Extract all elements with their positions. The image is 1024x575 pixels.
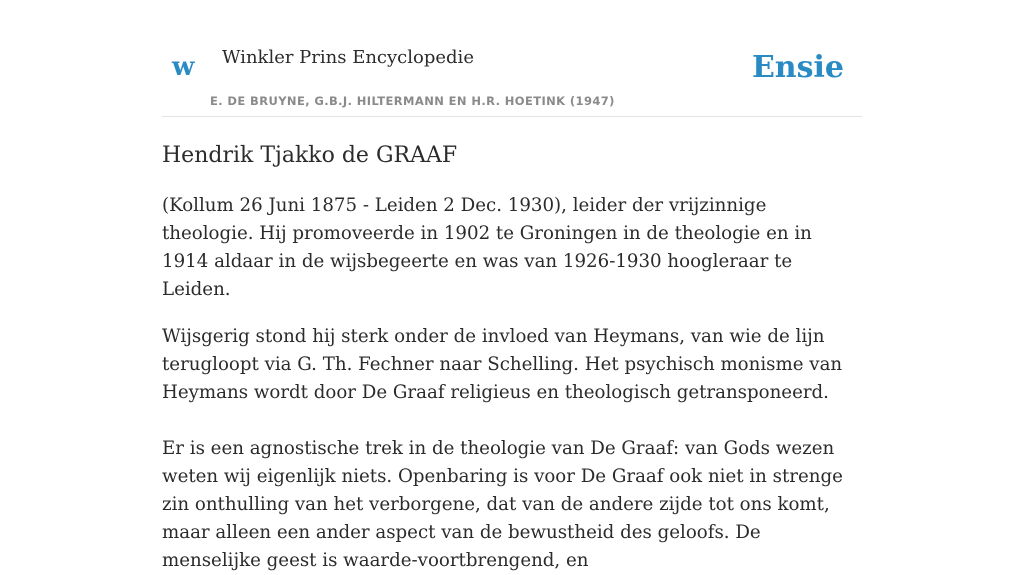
article-title: Hendrik Tjakko de GRAAF: [162, 143, 458, 168]
article-paragraph: Wijsgerig stond hij sterk onder de invloed van Heymans, van wie de lijn terugloopt via G. Th. Fechner naar Schelling. Het psychisch monisme van Heymans wordt door De Graaf religieus en theologisch getransponeerd.: [162, 326, 843, 404]
article-paragraph: (Kollum 26 Juni 1875 - Leiden 2 Dec. 1930), leider der vrijzinnige theologie. Hij promoveerde in 1902 te Groningen in de theologie en in 1914 aldaar in de wijsbegeerte en was van 1926-1930 hoogleraar te Leiden.: [162, 195, 812, 301]
winkler-prins-logo[interactable]: w: [172, 52, 195, 82]
source-title[interactable]: Winkler Prins Encyclopedie: [222, 47, 474, 68]
ensie-logo[interactable]: Ensie: [751, 50, 844, 85]
source-header: [162, 0, 862, 117]
page: [162, 0, 862, 575]
article-paragraph: Er is een agnostische trek in de theologie van De Graaf: van Gods wezen weten wij eigenlijk niets. Openbaring is voor De Graaf ook niet in strenge zin onthulling van het verborgene, dat van de andere zijde tot ons komt, maar alleen een ander aspect van de bewustheid des geloofs. De menselijke geest is waarde-voortbrengend, en: [162, 438, 843, 572]
source-authors: E. DE BRUYNE, G.B.J. HILTERMANN EN H.R. HOETINK (1947): [210, 94, 615, 108]
